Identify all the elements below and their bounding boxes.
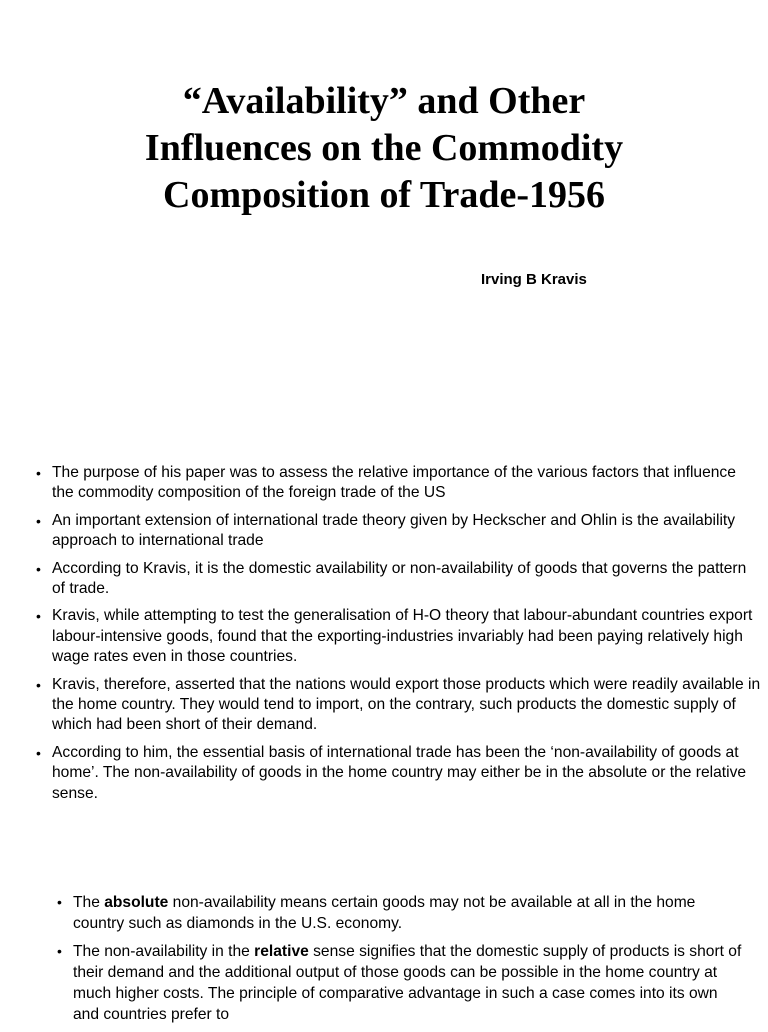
title-line-2: Influences on the Commodity xyxy=(144,127,624,169)
list-item xyxy=(36,606,761,667)
list-item-text: An important extension of international trade theory given by Heckscher and Ohlin is the availability approach to international trade xyxy=(52,511,736,550)
bullet-icon: • xyxy=(57,894,62,910)
bullet-icon: • xyxy=(36,744,41,761)
title-line-1: “Availability” and Other xyxy=(182,80,586,122)
list-item xyxy=(36,463,761,504)
author-name: Irving B Kravis xyxy=(481,271,587,288)
page-title xyxy=(0,78,768,219)
list-item-text: The purpose of his paper was to assess the relative importance of the various factors that influence the commodity composition of the foreign trade of the US xyxy=(52,464,736,502)
list-item-relative xyxy=(57,941,747,1025)
sub-bullet-list xyxy=(57,892,747,1032)
emphasis-relative: relative xyxy=(254,943,309,960)
list-item xyxy=(36,675,761,736)
bullet-icon: • xyxy=(57,943,62,959)
bullet-icon: • xyxy=(36,512,41,529)
list-item-text: According to Kravis, it is the domestic availability or non-availability of goods that governs the pattern of trade. xyxy=(52,559,747,598)
title-line-3: Composition of Trade-1956 xyxy=(163,174,605,216)
bullet-icon: • xyxy=(36,608,41,625)
bullet-icon: • xyxy=(36,676,41,693)
list-item-text: According to him, the essential basis of international trade has been the ‘non-availability of goods at home’. The non-availability of goods in the home country may either be in the absolute or the relative sense. xyxy=(52,743,747,802)
emphasis-absolute: absolute xyxy=(104,894,169,911)
list-item xyxy=(36,559,761,600)
bullet-list xyxy=(36,463,761,811)
text-segment: sense signifies that the domestic supply of products is short of their demand and the additional output of those goods can be possible in the home country at much higher costs. The principle of comparative advantage in such a case comes into its own and countries prefer to xyxy=(73,943,742,1023)
bullet-icon: • xyxy=(36,560,41,577)
bullet-icon: • xyxy=(36,465,41,481)
list-item-text: Kravis, while attempting to test the generalisation of H-O theory that labour-abundant countries export labour-intensive goods, found that the exporting-industries invariably had been paying relatively high wage rates even in those countries. xyxy=(52,607,753,666)
text-segment: The non-availability in the xyxy=(73,943,255,960)
text-segment: non-availability means certain goods may not be available at all in the home country such as diamonds in the U.S. economy. xyxy=(73,894,696,932)
list-item-text: Kravis, therefore, asserted that the nations would export those products which were readily available in the home country. They would tend to import, on the contrary, such products the domestic supply of which had been short of their demand. xyxy=(52,675,761,734)
list-item xyxy=(36,511,761,552)
list-item xyxy=(36,743,761,804)
text-segment: The xyxy=(73,894,105,911)
list-item-absolute xyxy=(57,892,747,934)
